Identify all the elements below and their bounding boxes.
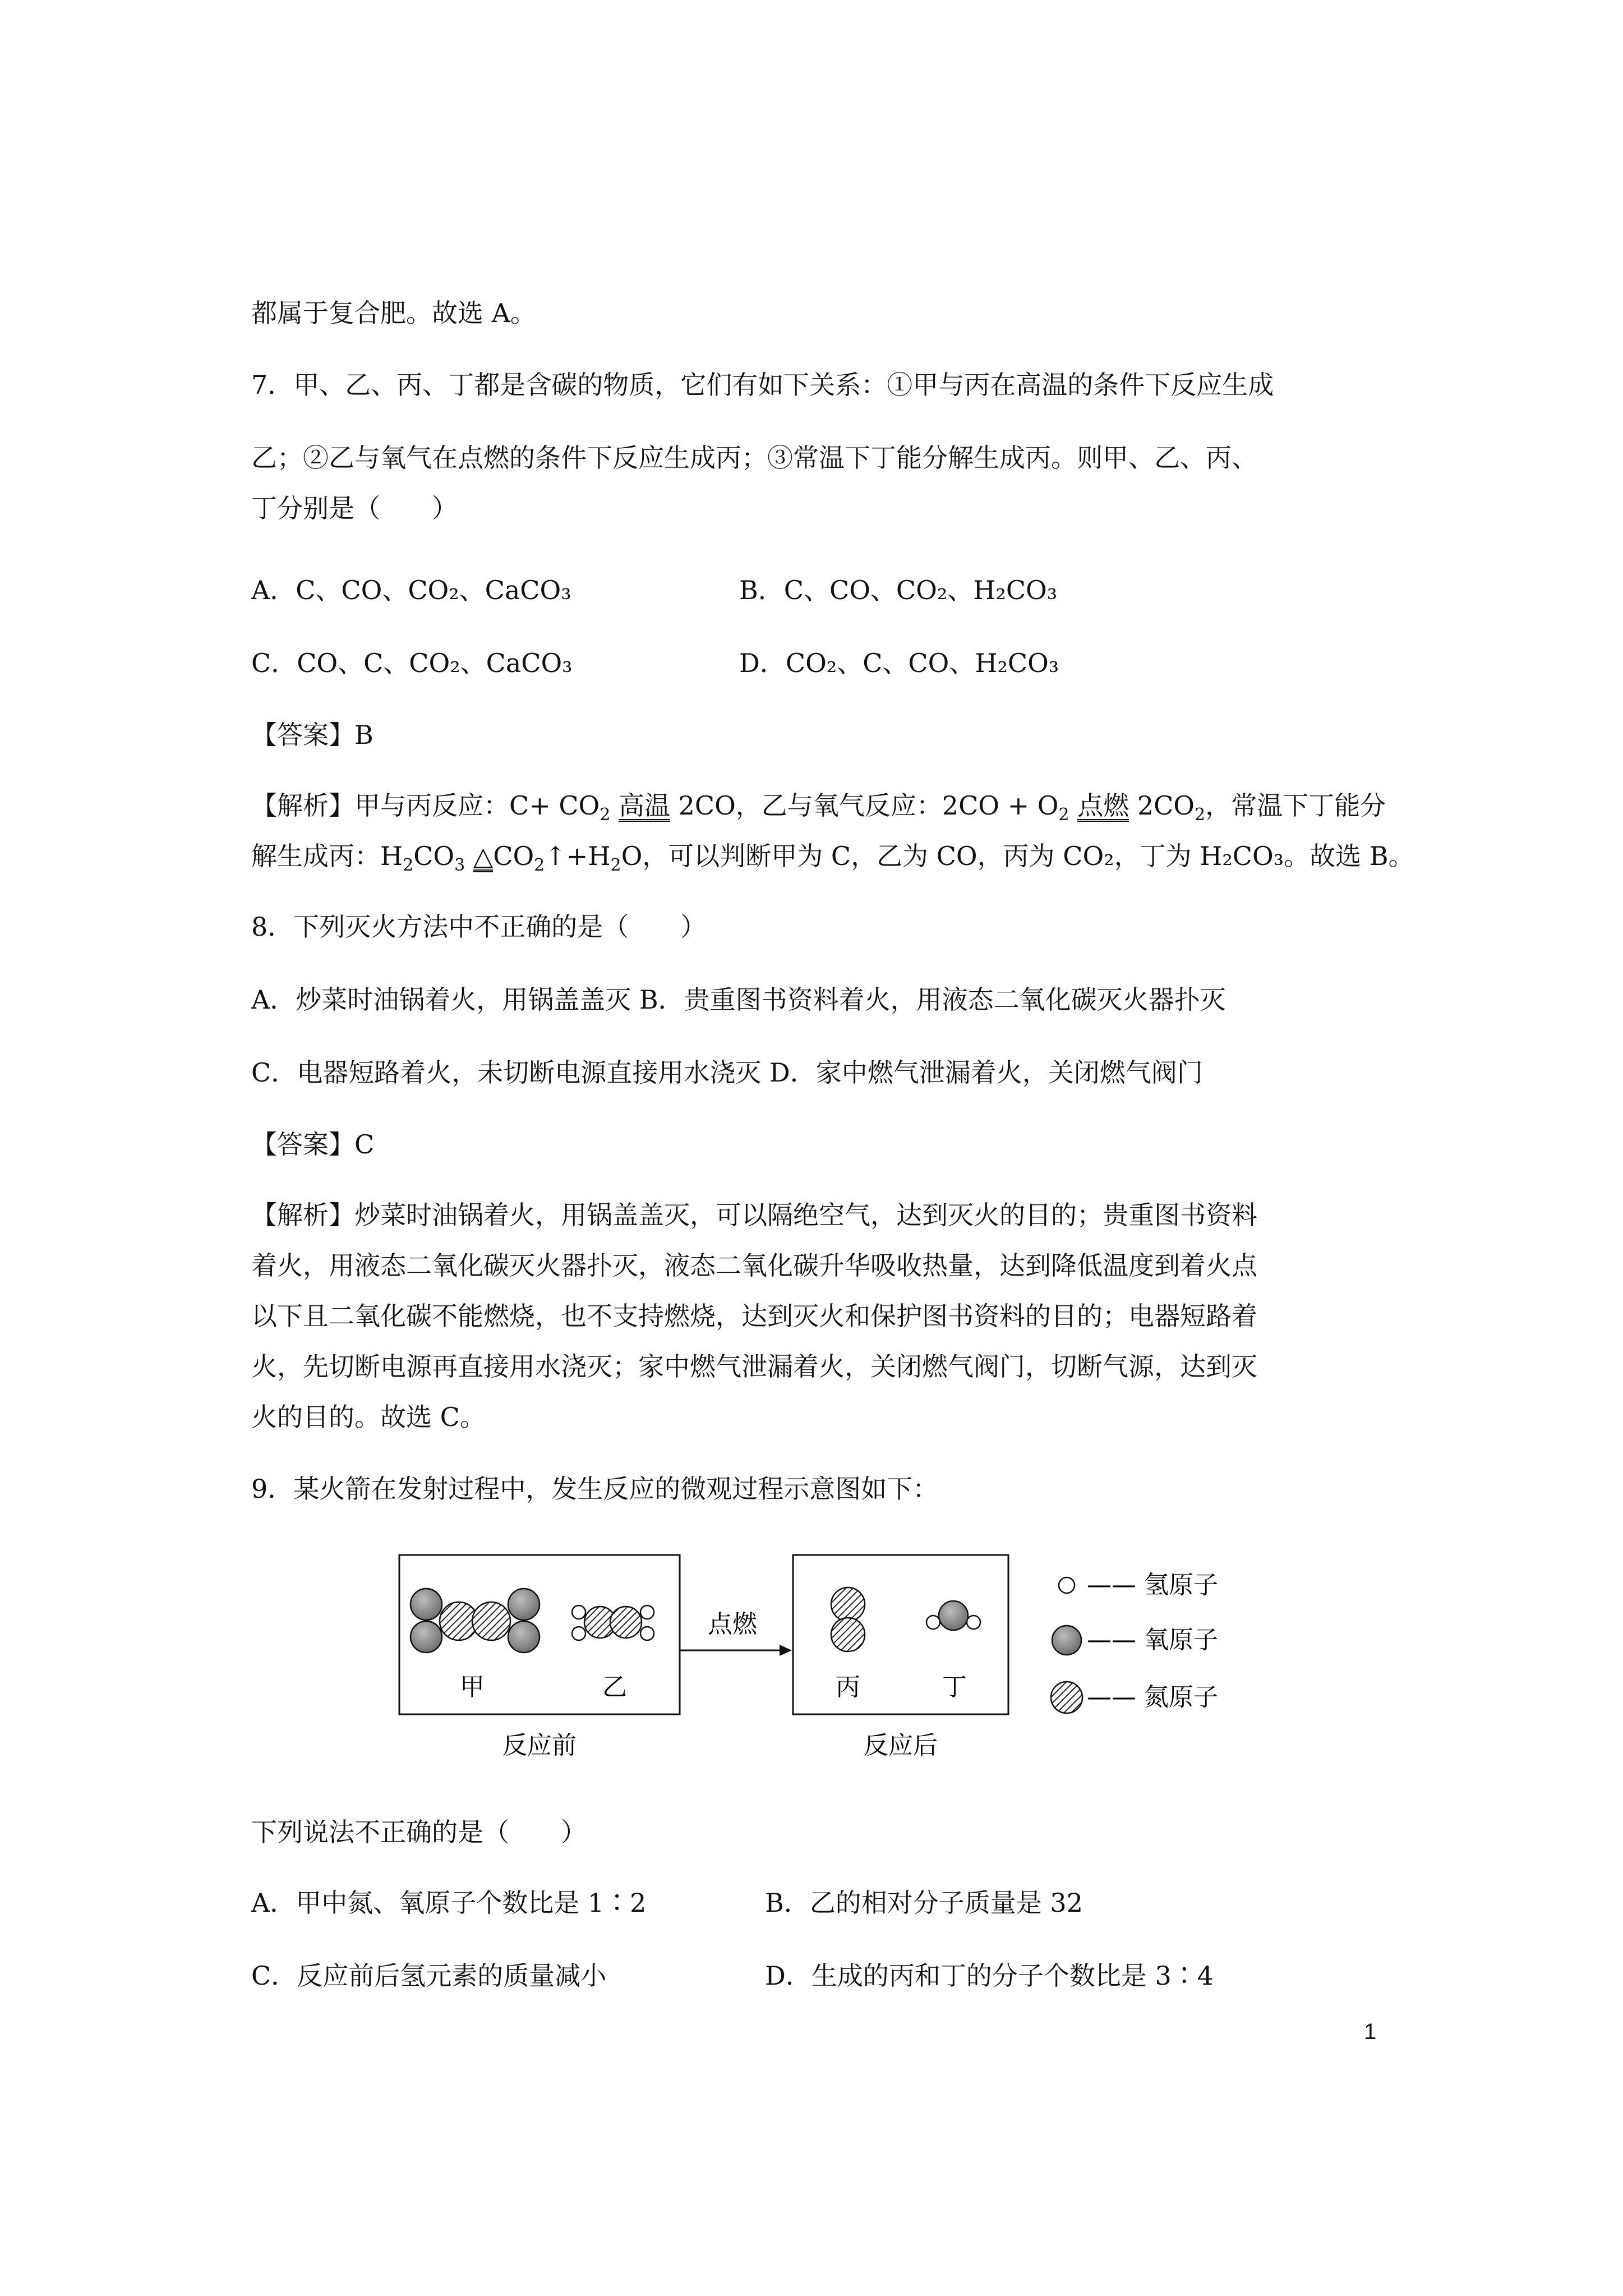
q8-answer: 【答案】C	[251, 1129, 375, 1159]
caption-before: 反应前	[502, 1731, 577, 1760]
legend-oxygen: —— 氧原子	[1087, 1626, 1218, 1654]
molecule-yi	[572, 1605, 654, 1640]
q7-stem-line2: 乙；②乙与氧气在点燃的条件下反应生成丙；③常温下丁能分解生成丙。则甲、乙、丙、	[251, 443, 1257, 473]
legend	[1051, 1571, 1218, 1713]
q8-analysis-5: 火的目的。故选 C。	[251, 1402, 486, 1432]
q8-options-cd: C．电器短路着火，未切断电源直接用水浇灭 D．家中燃气泄漏着火，关闭燃气阀门	[251, 1057, 1203, 1088]
nitrogen-atom-icon	[1051, 1682, 1082, 1713]
q7-analysis-line1: 【解析】甲与丙反应：$C+ CO_2$ 高温 2CO，乙与氧气反应：$2CO + O_2$ 点燃 $2CO_2$，常温下丁能分	[251, 790, 1386, 825]
q8-options-ab: A．炒菜时油锅着火，用锅盖盖灭 B．贵重图书资料着火，用液态二氧化碳灭火器扑灭	[251, 984, 1226, 1015]
q8-analysis-1: 【解析】炒菜时油锅着火，用锅盖盖灭，可以隔绝空气，达到灭火的目的；贵重图书资料	[251, 1200, 1257, 1230]
arrow-label: 点燃	[708, 1610, 757, 1639]
label-jia: 甲	[460, 1673, 485, 1701]
q9-option-d: D．生成的丙和丁的分子个数比是 3∶4	[765, 1961, 1214, 1991]
arrow-head-icon	[780, 1645, 792, 1656]
q8-analysis-2: 着火，用液态二氧化碳灭火器扑灭，液态二氧化碳升华吸收热量，达到降低温度到着火点	[251, 1250, 1257, 1281]
page-number: 1	[1364, 2019, 1377, 2044]
q7-answer: 【答案】B	[251, 720, 374, 750]
cond-high-temp: 高温	[619, 790, 670, 821]
q8-analysis-3: 以下且二氧化碳不能燃烧，也不支持燃烧，达到灭火和保护图书资料的目的；电器短路着	[251, 1301, 1257, 1331]
q9-question: 下列说法不正确的是（ ）	[251, 1817, 587, 1847]
oxygen-atom-icon	[1052, 1626, 1081, 1655]
q9-stem: 9．某火箭在发射过程中，发生反应的微观过程示意图如下：	[251, 1474, 939, 1504]
label-ding: 丁	[942, 1673, 967, 1701]
cond-ignite: 点燃	[1077, 790, 1129, 821]
hydrogen-atom-icon	[1059, 1577, 1075, 1593]
legend-hydrogen: —— 氢原子	[1087, 1571, 1218, 1599]
q8-analysis-4: 火，先切断电源再直接用水浇灭；家中燃气泄漏着火，关闭燃气阀门，切断气源，达到灭	[251, 1351, 1257, 1382]
q7-analysis-line2: 解生成丙：$H_2CO_3$ $\triangle CO_2↑+H_2O$，可以判断甲为 C，乙为 CO，丙为 CO₂，丁为 H₂CO₃。故选 B。	[251, 841, 1414, 875]
q7-option-c: C．CO、C、CO₂、CaCO₃	[251, 648, 573, 678]
q9-option-a: A．甲中氮、氧原子个数比是 1∶2	[251, 1888, 647, 1918]
q7-option-d: D．CO₂、C、CO、H₂CO₃	[739, 648, 1059, 678]
caption-after: 反应后	[864, 1731, 938, 1760]
q8-stem: 8．下列灭火方法中不正确的是（ ）	[251, 912, 707, 942]
cond-heat: △	[473, 841, 494, 871]
q7-stem-line3: 丁分别是（ ）	[251, 493, 458, 523]
molecule-ding	[926, 1601, 980, 1630]
q7-option-a: A．C、CO、CO₂、CaCO₃	[251, 575, 571, 605]
after-box	[793, 1555, 1008, 1714]
reaction-diagram	[393, 1548, 1245, 1773]
q9-option-b: B．乙的相对分子质量是 32	[765, 1888, 1083, 1918]
legend-nitrogen: —— 氮原子	[1087, 1683, 1218, 1711]
q7-analysis-prefix: 【解析】甲与丙反应：C+ CO	[251, 790, 600, 821]
q7-stem-line1: 7．甲、乙、丙、丁都是含碳的物质，它们有如下关系：①甲与丙在高温的条件下反应生成	[251, 370, 1274, 400]
q9-option-c: C．反应前后氢元素的质量减小	[251, 1961, 607, 1991]
molecule-bing	[831, 1588, 865, 1651]
q7-analysis-tail: ，可以判断甲为 C，乙为 CO，丙为 CO₂，丁为 H₂CO₃。故选 B。	[642, 841, 1414, 871]
q7-option-b: B．C、CO、CO₂、H₂CO₃	[739, 575, 1058, 605]
molecule-jia	[411, 1589, 540, 1653]
label-yi: 乙	[602, 1673, 627, 1701]
label-bing: 丙	[836, 1673, 860, 1701]
intro-text: 都属于复合肥。故选 A。	[251, 298, 536, 328]
